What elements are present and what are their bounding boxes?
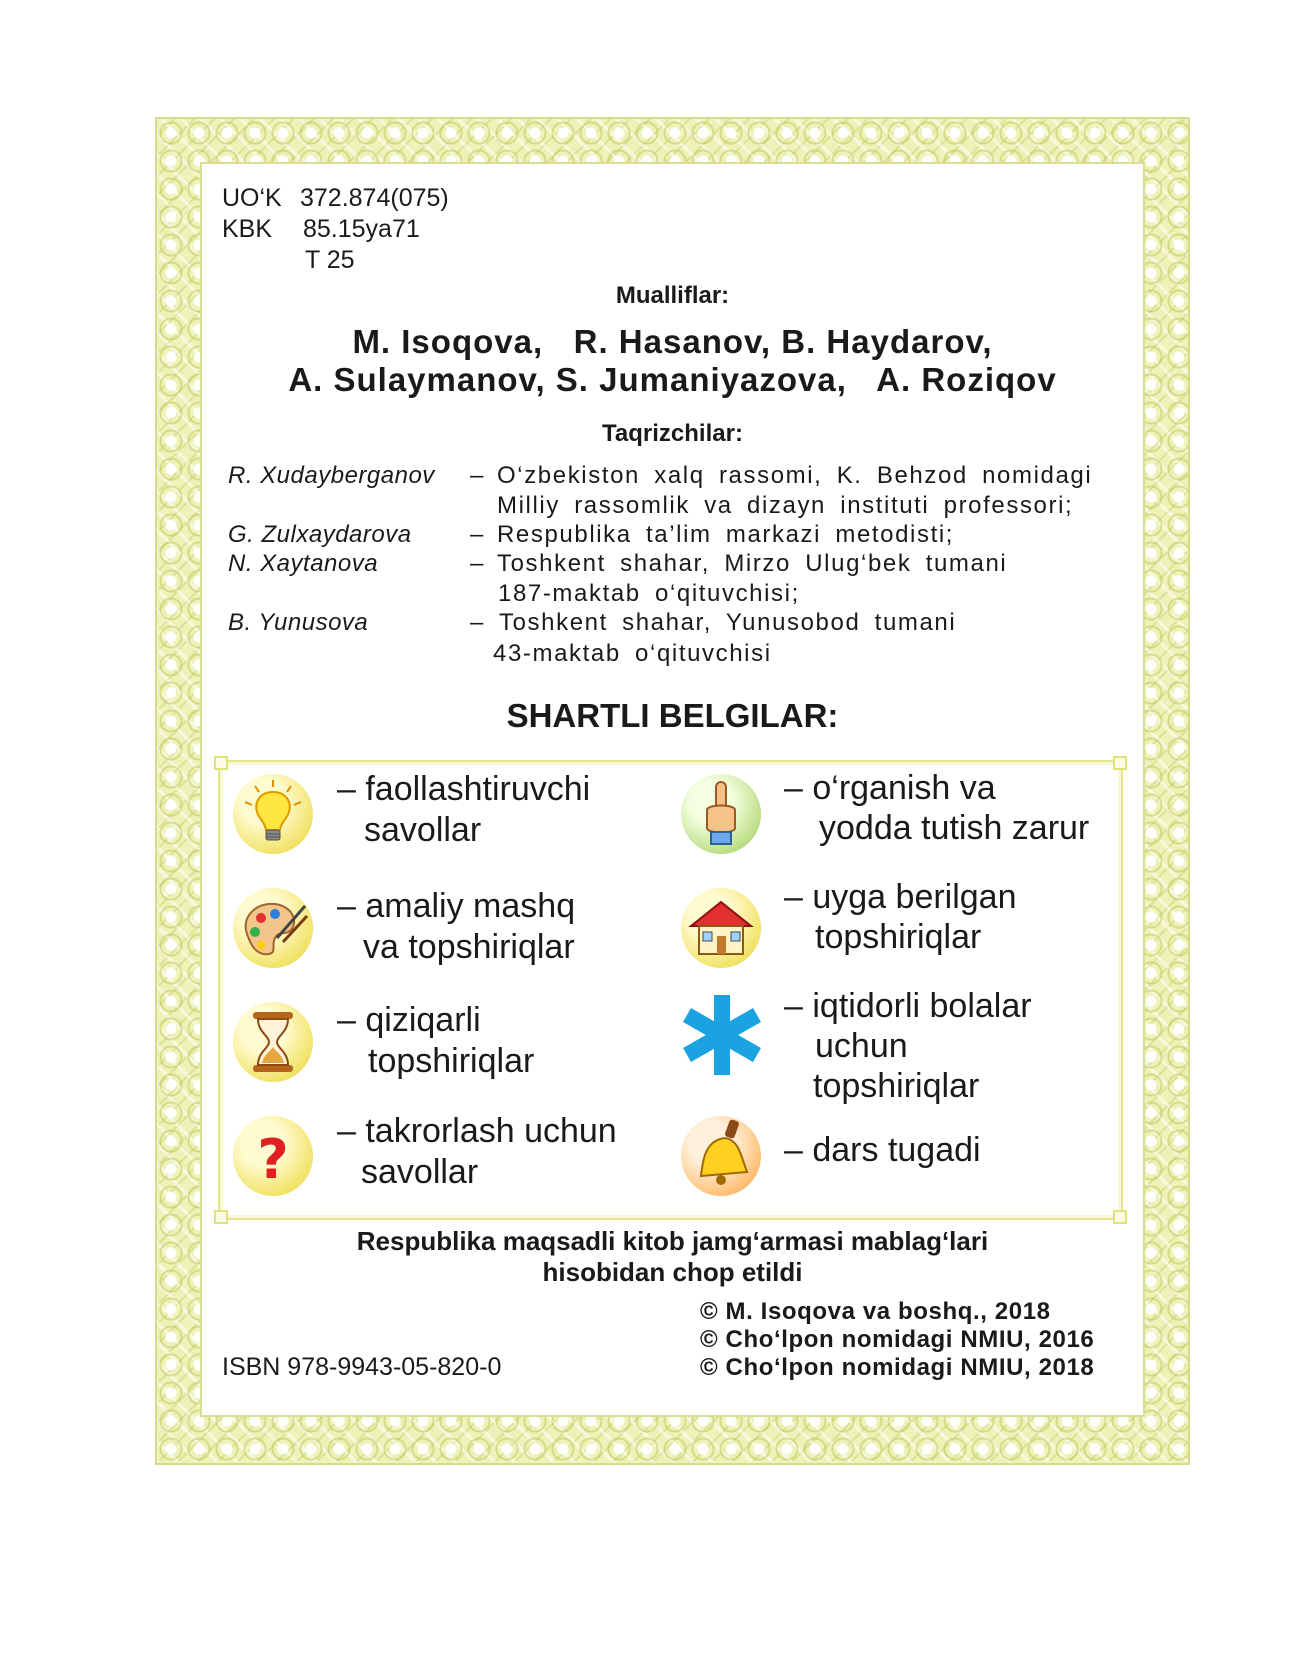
kbk-value: 85.15ya71 [303,215,420,243]
legend-text-line-1: – dars tugadi [784,1131,981,1169]
reviewer-desc-line-1: Respublika ta’lim markazi metodisti; [497,521,955,548]
legend-text-line-2: topshiriqlar [368,1042,535,1080]
house-icon [681,888,761,968]
palette-icon [233,888,313,968]
legend-text-line-2: topshiriqlar [815,918,982,956]
authors-line-1: M. Isoqova, R. Hasanov, B. Haydarov, [352,323,993,360]
reviewer-desc-line-1: Toshkent shahar, Mirzo Ulug‘bek tumani [497,550,1008,577]
svg-text:?: ? [257,1128,289,1191]
legend-text-line-2: savollar [364,811,482,849]
reviewers-heading: Taqrizchilar: [602,420,743,447]
legend-text-line-1: – uyga berilgan [784,878,1017,916]
reviewer-desc-line-1: O‘zbekiston xalq rassomi, K. Behzod nomidagi [497,462,1093,489]
copyright-line: © M. Isoqova va boshq., 2018 [700,1298,1051,1325]
legend-text-line-2: va topshiriqlar [363,928,575,966]
hourglass-icon [233,1002,313,1082]
asterisk-icon [677,990,767,1080]
legend-corner [214,756,228,770]
copyright-line: © Cho‘lpon nomidagi NMIU, 2018 [700,1354,1095,1381]
reviewer-name: R. Xudayberganov [228,462,435,489]
legend-text-line-2: savollar [361,1153,479,1191]
legend-corner [214,1210,228,1224]
legend-text-line-1: – iqtidorli bolalar [784,987,1032,1025]
reviewer-dash: – [470,550,485,577]
uok-label: UO‘K [222,184,282,212]
legend-text-line-1: – qiziqarli [337,1001,481,1039]
reviewer-dash: – [470,609,485,636]
reviewer-desc-line-2: Milliy rassomlik va dizayn instituti professori; [497,492,1074,519]
reviewer-desc-line-2: 43-maktab o‘qituvchisi [493,640,772,667]
uok-value: 372.874(075) [300,184,449,212]
isbn: ISBN 978-9943-05-820-0 [222,1353,502,1381]
legend-text-line-1: – faollashtiruvchi [337,770,591,808]
funding-note-line-2: hisobidan chop etildi [542,1257,803,1287]
legend-text-line-1: – amaliy mashq [337,887,576,925]
reviewer-dash: – [470,462,485,489]
kbk-label: KBK [222,215,273,243]
legend-corner [1113,1210,1127,1224]
reviewer-name: N. Xaytanova [228,550,379,577]
authors-line-2: A. Sulaymanov, S. Jumaniyazova, A. Roziqov [288,361,1057,398]
copyright-line: © Cho‘lpon nomidagi NMIU, 2016 [700,1326,1095,1353]
reviewer-desc-line-2: 187-maktab o‘qituvchisi; [498,580,800,607]
reviewer-name: B. Yunusova [228,609,369,636]
reviewer-dash: – [470,521,485,548]
legend-text-line-2: yodda tutish zarur [819,809,1090,847]
reviewer-name: G. Zulxaydarova [228,521,412,548]
catalog-code: T 25 [305,246,355,274]
reviewer-desc-line-1: Toshkent shahar, Yunusobod tumani [499,609,957,636]
legend-title: SHARTLI BELGILAR: [506,697,839,734]
question-mark-icon [233,1116,313,1196]
legend-text-line-1: – o‘rganish va [784,769,996,807]
legend-text-line-1: – takrorlash uchun [337,1112,617,1150]
lightbulb-icon [233,774,313,854]
raised-finger-icon [681,774,761,854]
bell-icon [681,1116,761,1196]
authors-heading: Mualliflar: [615,282,730,309]
legend-corner [1113,756,1127,770]
legend-text-line-2: uchun [815,1027,908,1065]
legend-text-line-3: topshiriqlar [813,1067,980,1105]
funding-note-line-1: Respublika maqsadli kitob jamg‘armasi mablag‘lari [356,1226,989,1256]
